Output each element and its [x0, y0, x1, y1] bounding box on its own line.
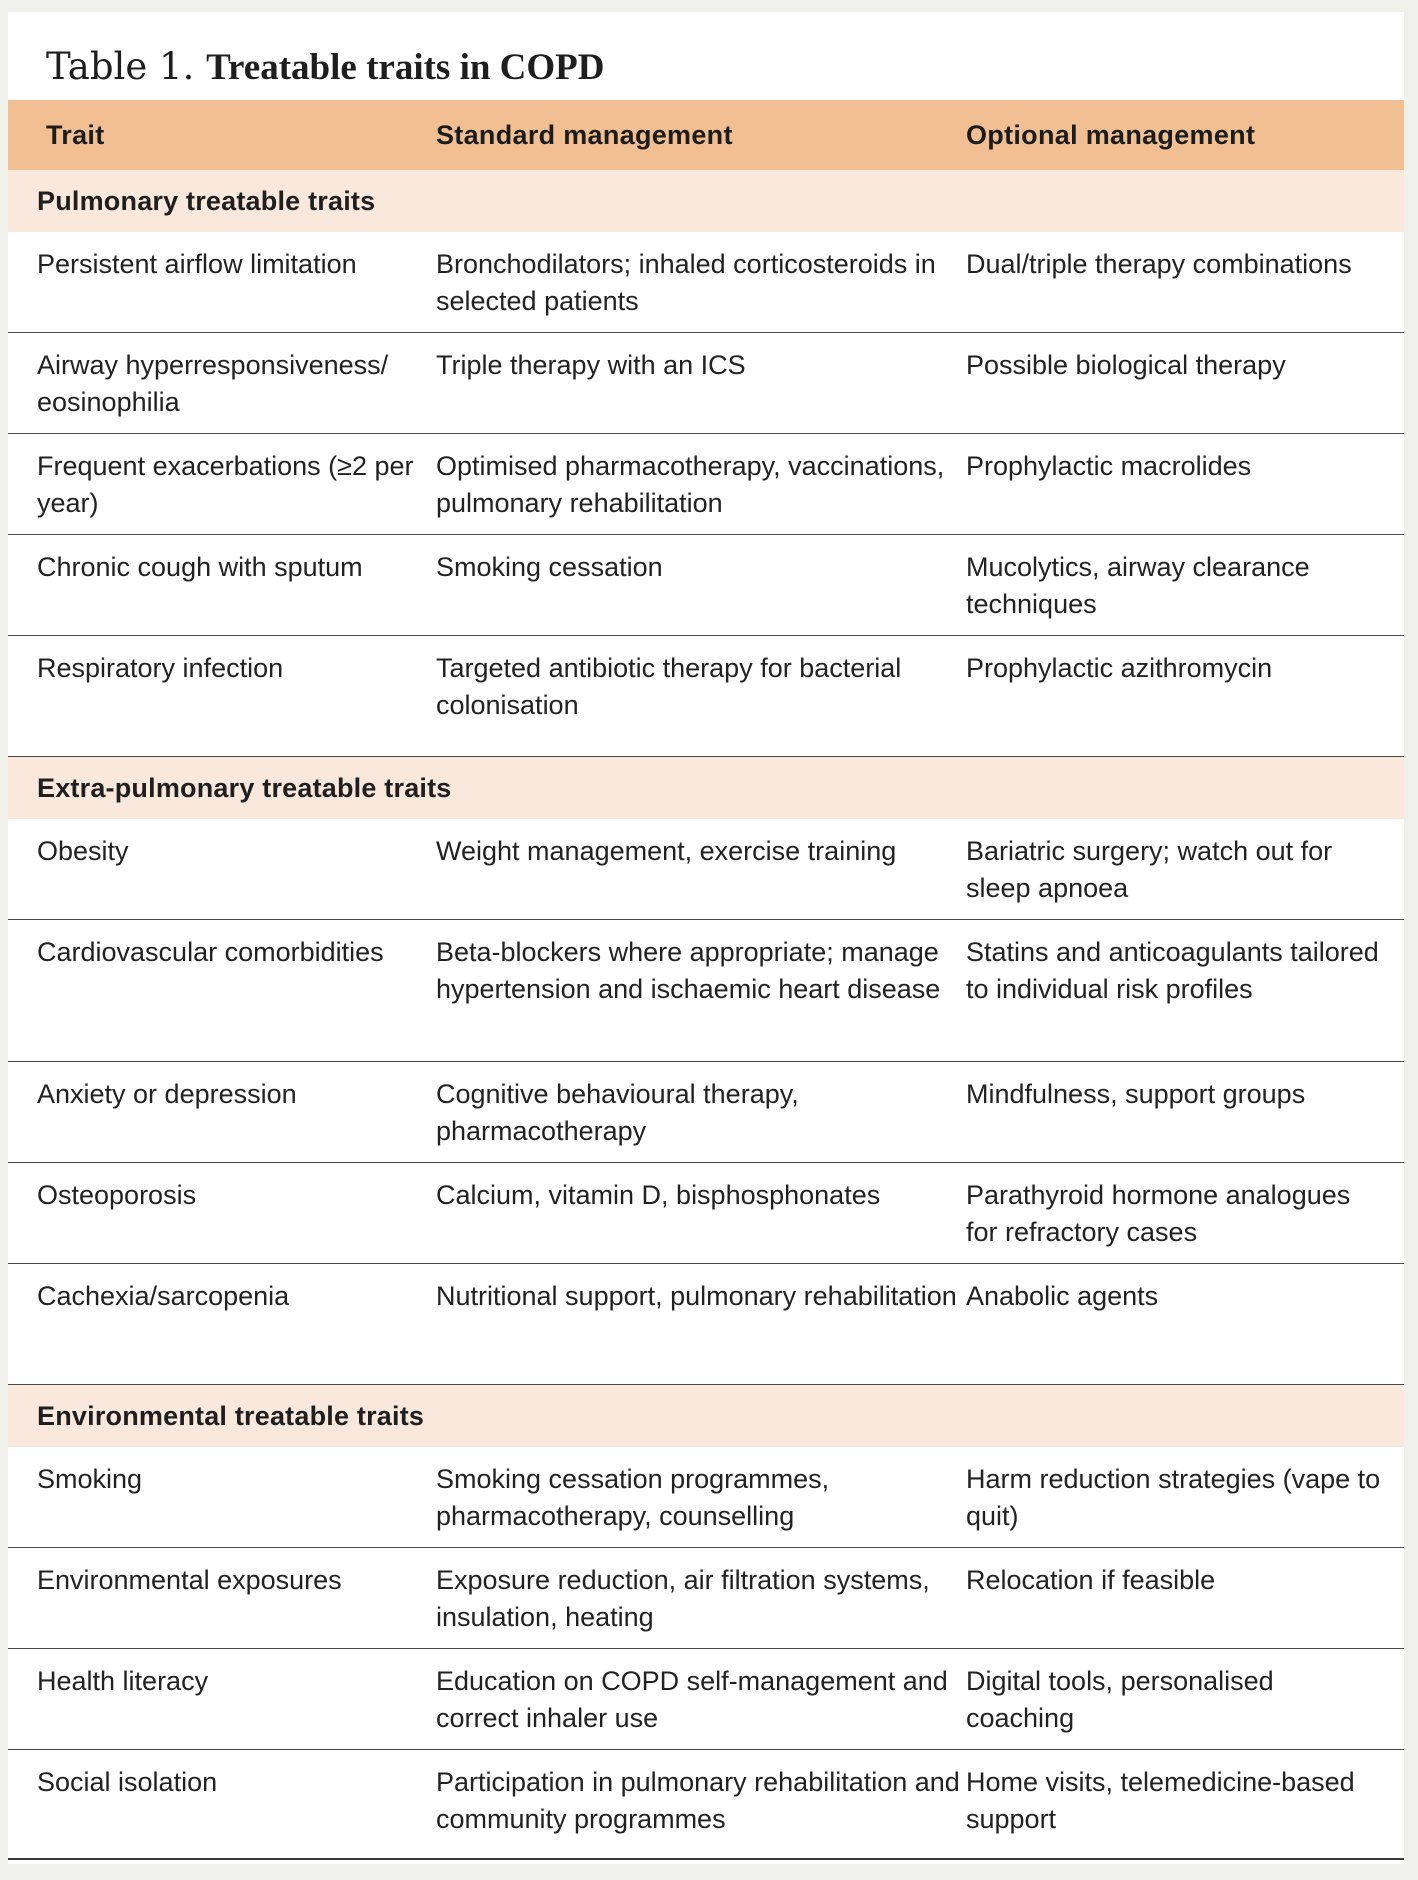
standard-management-cell: Bronchodilators; inhaled corticosteroids in selected patients: [436, 232, 966, 333]
table-row: [8, 333, 1404, 434]
header-row: [8, 100, 1404, 170]
standard-management-cell: Targeted antibiotic therapy for bacterial colonisation: [436, 636, 966, 757]
section-row: [8, 1385, 1404, 1448]
trait-cell: Frequent exacerbations (≥2 per year): [8, 434, 436, 535]
table-row: [8, 1447, 1404, 1548]
optional-management-cell: Anabolic agents: [966, 1264, 1404, 1385]
optional-management-cell: Statins and anticoagulants tailored to individual risk profiles: [966, 920, 1404, 1062]
table-row: [8, 1750, 1404, 1851]
table-row: [8, 636, 1404, 757]
table-title: [46, 38, 605, 97]
trait-cell: Anxiety or depression: [8, 1062, 436, 1163]
optional-management-cell: Mucolytics, airway clearance techniques: [966, 535, 1404, 636]
table-title-prefix: Table 1.: [46, 45, 207, 88]
section-row: [8, 757, 1404, 820]
trait-cell: Cachexia/sarcopenia: [8, 1264, 436, 1385]
table-card: [8, 12, 1404, 1864]
optional-management-cell: Mindfulness, support groups: [966, 1062, 1404, 1163]
standard-management-cell: Participation in pulmonary rehabilitation and community programmes: [436, 1767, 960, 1834]
optional-management-cell: Bariatric surgery; watch out for sleep apnoea: [966, 819, 1404, 920]
trait-cell: Smoking: [8, 1447, 436, 1548]
standard-management-cell: Exposure reduction, air filtration systems, insulation, heating: [436, 1548, 966, 1649]
section-row: [8, 170, 1404, 232]
column-header-optional: Optional management: [966, 100, 1404, 170]
column-header-standard: Standard management: [436, 100, 966, 170]
table-row: [8, 920, 1404, 1062]
trait-cell: Social isolation: [37, 1767, 218, 1797]
table-row: [8, 1264, 1404, 1385]
section-heading: Environmental treatable traits: [8, 1385, 1404, 1448]
trait-cell: Airway hyperresponsiveness/ eosinophilia: [8, 333, 436, 434]
optional-management-cell: Digital tools, personalised coaching: [966, 1649, 1404, 1750]
standard-management-cell: Education on COPD self-management and correct inhaler use: [436, 1649, 966, 1750]
optional-management-cell: Harm reduction strategies (vape to quit): [966, 1447, 1404, 1548]
trait-cell: Cardiovascular comorbidities: [8, 920, 436, 1062]
table-row: [8, 535, 1404, 636]
optional-management-cell: Prophylactic macrolides: [966, 434, 1404, 535]
table-row: [8, 232, 1404, 333]
optional-management-cell: Prophylactic azithromycin: [966, 636, 1404, 757]
trait-cell: Health literacy: [8, 1649, 436, 1750]
table-row: [8, 819, 1404, 920]
section-heading: Pulmonary treatable traits: [8, 170, 1404, 232]
standard-management-cell: Optimised pharmacotherapy, vaccinations, pulmonary rehabilitation: [436, 434, 966, 535]
table-row: [8, 1548, 1404, 1649]
standard-management-cell: Cognitive behavioural therapy, pharmacotherapy: [436, 1062, 966, 1163]
trait-cell: Persistent airflow limitation: [8, 232, 436, 333]
standard-management-cell: Smoking cessation programmes, pharmacotherapy, counselling: [436, 1447, 966, 1548]
trait-cell: Environmental exposures: [8, 1548, 436, 1649]
column-header-trait: Trait: [8, 100, 436, 170]
optional-management-cell: Relocation if feasible: [966, 1548, 1404, 1649]
table-row: [8, 1062, 1404, 1163]
section-heading: Extra-pulmonary treatable traits: [8, 757, 1404, 820]
optional-management-cell: Possible biological therapy: [966, 333, 1404, 434]
trait-cell: Osteoporosis: [8, 1163, 436, 1264]
table-row: [8, 1163, 1404, 1264]
standard-management-cell: Smoking cessation: [436, 535, 966, 636]
table-row: [8, 1649, 1404, 1750]
trait-cell: Respiratory infection: [8, 636, 436, 757]
trait-cell: Chronic cough with sputum: [8, 535, 436, 636]
standard-management-cell: Calcium, vitamin D, bisphosphonates: [436, 1163, 966, 1264]
table-body: [8, 170, 1404, 1850]
optional-management-cell: Dual/triple therapy combinations: [966, 232, 1404, 333]
bottom-rule: [8, 1858, 1404, 1860]
optional-management-cell: Home visits, telemedicine-based support: [966, 1767, 1355, 1834]
treatable-traits-table: [8, 100, 1404, 1850]
standard-management-cell: Beta-blockers where appropriate; manage hypertension and ischaemic heart disease: [436, 920, 966, 1062]
table-title-main: Treatable traits in COPD: [206, 47, 605, 88]
trait-cell: Obesity: [8, 819, 436, 920]
standard-management-cell: Triple therapy with an ICS: [436, 333, 966, 434]
standard-management-cell: Nutritional support, pulmonary rehabilitation: [436, 1264, 966, 1385]
optional-management-cell: Parathyroid hormone analogues for refractory cases: [966, 1163, 1404, 1264]
table-row: [8, 434, 1404, 535]
standard-management-cell: Weight management, exercise training: [436, 819, 966, 920]
